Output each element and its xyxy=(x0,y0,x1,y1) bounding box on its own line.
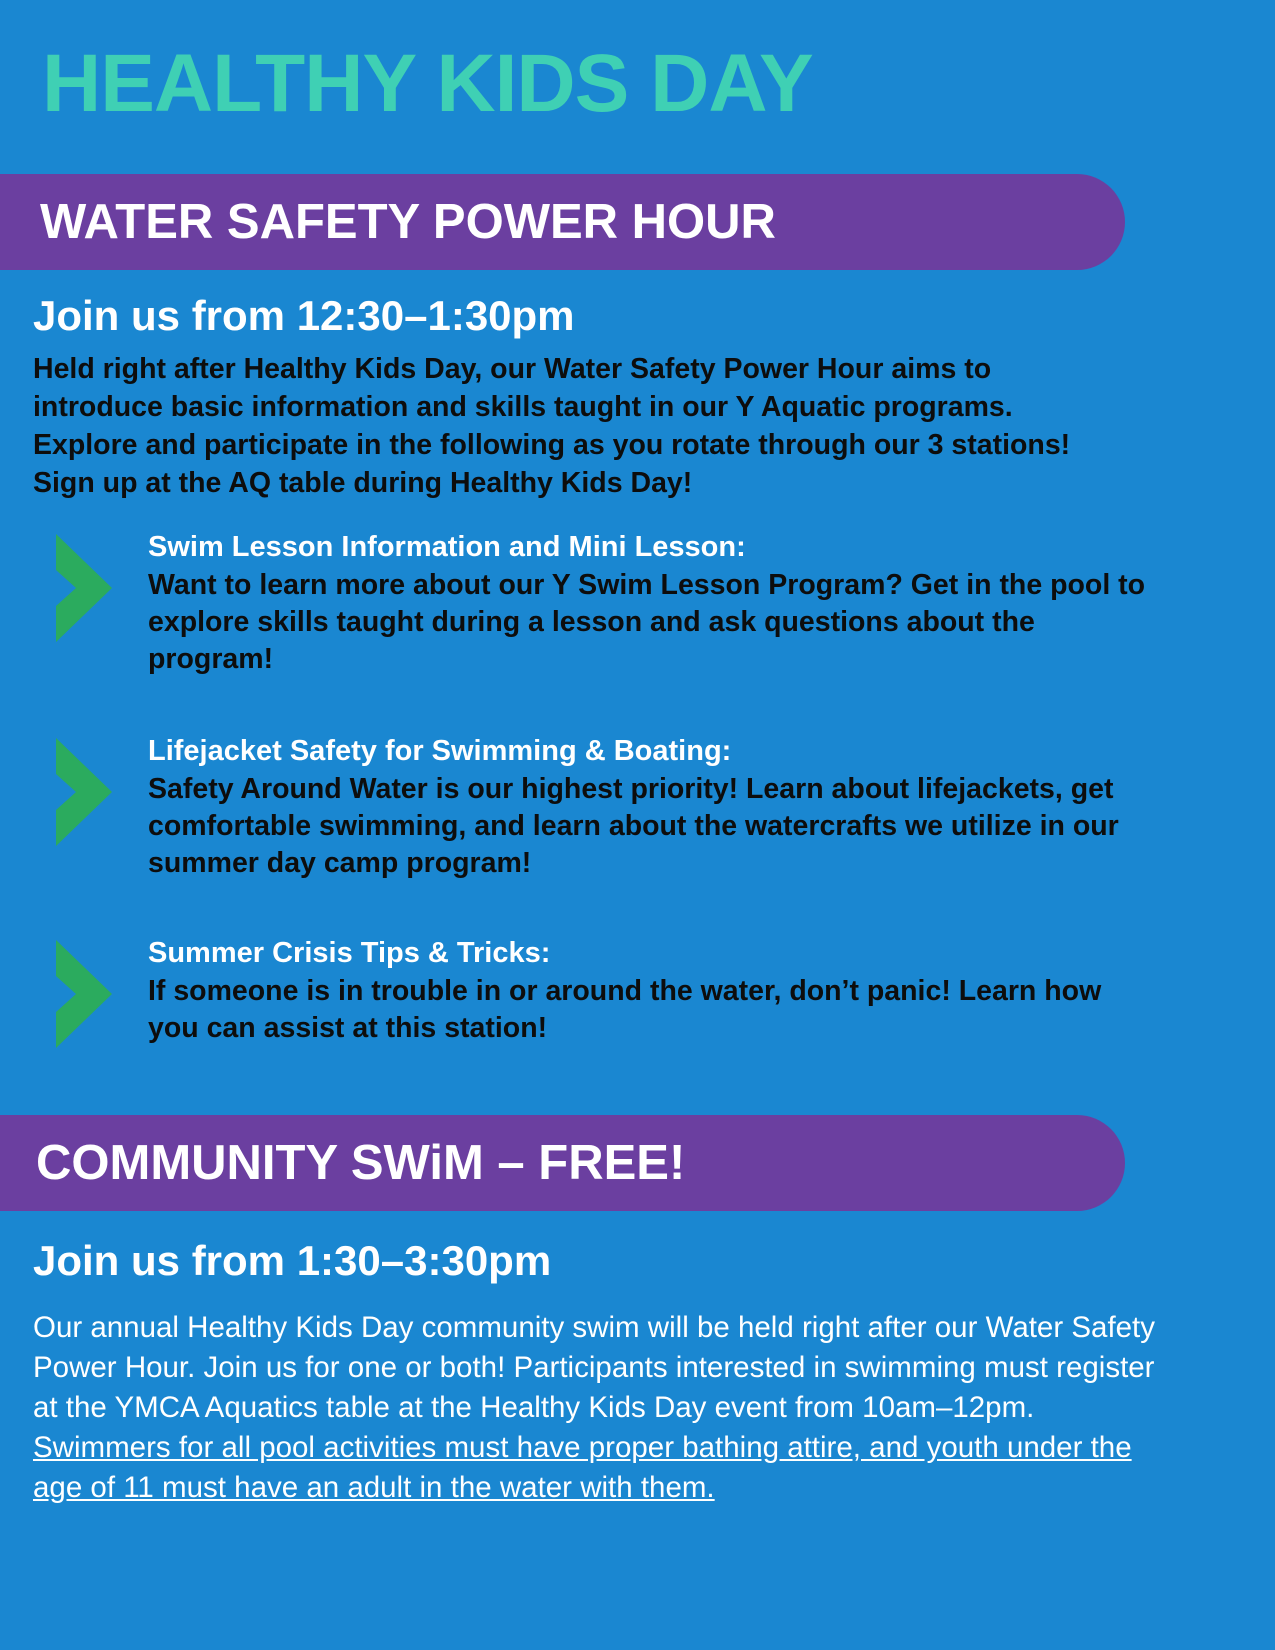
community-swim-description xyxy=(33,1308,1173,1508)
chevron-right-icon xyxy=(50,732,128,852)
list-item-title: Lifejacket Safety for Swimming & Boating: xyxy=(148,735,732,767)
chevron-right-icon xyxy=(50,528,128,648)
banner-community-swim-label: COMMUNITY SWiM – FREE! xyxy=(36,1136,686,1190)
list-item xyxy=(50,728,1150,882)
list-item xyxy=(50,524,1150,678)
water-safety-time: Join us from 12:30–1:30pm xyxy=(33,292,575,339)
community-swim-time: Join us from 1:30–3:30pm xyxy=(33,1237,552,1284)
banner-community-swim xyxy=(0,1115,1125,1211)
list-item xyxy=(50,930,1150,1050)
list-item-title: Swim Lesson Information and Mini Lesson: xyxy=(148,531,746,563)
list-item-title: Summer Crisis Tips & Tricks: xyxy=(148,937,551,969)
community-swim-text-underlined: Swimmers for all pool activities must have proper bathing attire, and youth under the age of 11 must have an adult in the water with them. xyxy=(33,1431,1132,1504)
list-item-text: If someone is in trouble in or around the water, don’t panic! Learn how you can assist at this station! xyxy=(148,975,1102,1044)
list-item-text: Safety Around Water is our highest priority! Learn about lifejackets, get comfortable swimming, and learn about the watercrafts we utilize in our summer day camp program! xyxy=(148,773,1119,879)
chevron-right-icon xyxy=(50,934,128,1054)
banner-water-safety xyxy=(0,174,1125,270)
water-safety-description: Held right after Healthy Kids Day, our Water Safety Power Hour aims to introduce basic information and skills taught in our Y Aquatic programs. Explore and participate in the following as you rotate through our 3 stations! Sign up at the AQ table during Healthy Kids Day! xyxy=(33,353,1071,499)
page-title: HEALTHY KIDS DAY xyxy=(42,38,813,129)
community-swim-text-plain: Our annual Healthy Kids Day community swim will be held right after our Water Safety Power Hour. Join us for one or both! Participants interested in swimming must register at the YMCA Aquatics table at the Healthy Kids Day event from 10am–12pm. xyxy=(33,1311,1155,1424)
list-item-text: Want to learn more about our Y Swim Lesson Program? Get in the pool to explore skills taught during a lesson and ask questions about the program! xyxy=(148,569,1146,675)
banner-water-safety-label: WATER SAFETY POWER HOUR xyxy=(40,195,776,249)
